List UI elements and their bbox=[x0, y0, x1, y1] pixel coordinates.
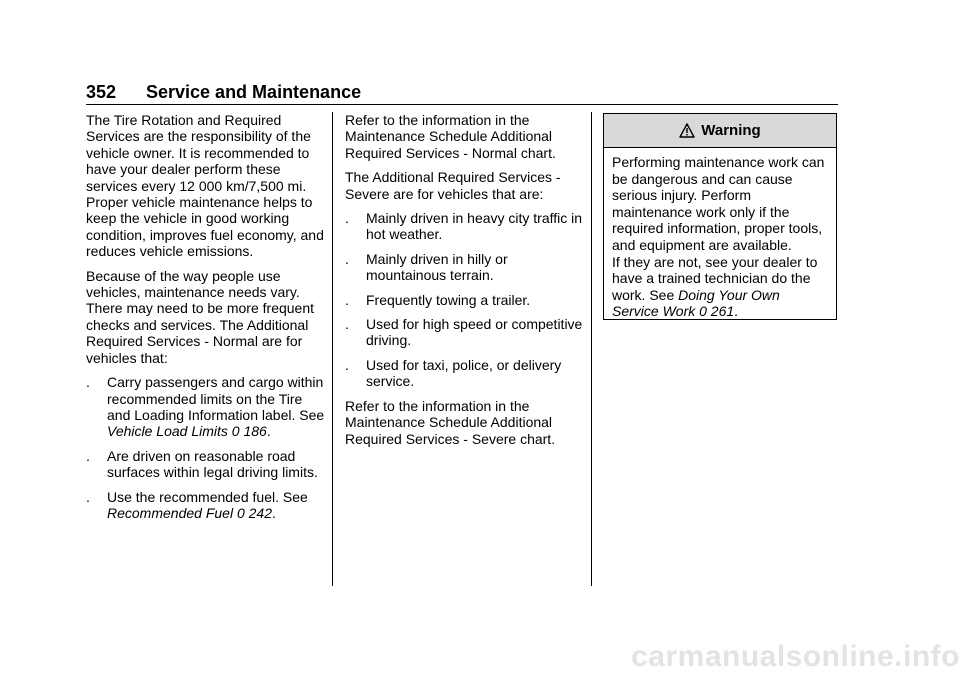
warning-box bbox=[603, 113, 837, 320]
list-item: . Used for taxi, police, or delivery service. bbox=[345, 356, 562, 390]
list-item: . Mainly driven in hilly or mountainous terrain. bbox=[345, 250, 508, 284]
column-divider-1 bbox=[332, 112, 333, 586]
warning-triangle-icon bbox=[679, 123, 695, 138]
page-header bbox=[86, 82, 838, 106]
bullet: . bbox=[345, 250, 349, 267]
list-item: . Frequently towing a trailer. bbox=[345, 291, 531, 308]
cross-reference-link[interactable]: Doing Your Own Service Work 0 261 bbox=[612, 286, 780, 320]
bullet: . bbox=[345, 291, 349, 308]
paragraph: The Additional Required Services - Severe are for vehicles that are: bbox=[345, 169, 561, 202]
list-item: . Used for high speed or competitive driving. bbox=[345, 316, 583, 349]
cross-reference-link[interactable]: Recommended Fuel 0 242 bbox=[107, 504, 272, 521]
list-item: . Use the recommended fuel. See Recommended Fuel 0 242. bbox=[86, 488, 308, 521]
warning-title: Warning bbox=[701, 122, 761, 139]
list-item: . Are driven on reasonable road surfaces within legal driving limits. bbox=[86, 447, 318, 481]
bullet: . bbox=[345, 356, 349, 373]
list-item: . Carry passengers and cargo within recommended limits on the Tire and Loading Information label. See Vehicle Load Limits 0 186. bbox=[86, 374, 325, 440]
column-divider-2 bbox=[591, 112, 592, 586]
column-1 bbox=[86, 112, 326, 529]
severe-service-list bbox=[345, 210, 585, 390]
warning-text: Performing maintenance work can be dangerous and can cause serious injury. Perform maintenance work only if the required information, proper tools, and equipment are available. bbox=[612, 154, 825, 253]
paragraph: Refer to the information in the Maintenance Schedule Additional Required Services - Severe chart. bbox=[345, 397, 556, 447]
paragraph: Because of the way people use vehicles, maintenance needs vary. There may need to be more frequent checks and services. The Additional Required Services - Normal are for vehicles that: bbox=[86, 267, 315, 366]
list-item: . Mainly driven in heavy city traffic in hot weather. bbox=[345, 210, 583, 243]
column-2 bbox=[345, 112, 585, 455]
page-number: 352 bbox=[86, 82, 117, 102]
warning-text: If they are not, see your dealer to have a trained technician do the work. See Doing Your Own Service Work 0 261. bbox=[612, 253, 818, 320]
watermark: carmanualsonline.info bbox=[631, 640, 960, 673]
section-title: Service and Maintenance bbox=[146, 82, 362, 102]
bullet: . bbox=[86, 374, 90, 391]
warning-header bbox=[604, 114, 836, 148]
paragraph: The Tire Rotation and Required Services are the responsibility of the vehicle owner. It is recommended to have your dealer perform these services every 12 000 km/7,500 mi. Proper vehicle maintenance helps to keep the vehicle in good working condition, improves fuel economy, and reduces vehicle emissions. bbox=[86, 112, 324, 260]
normal-service-list bbox=[86, 374, 326, 521]
paragraph: Refer to the information in the Maintenance Schedule Additional Required Services - Normal chart. bbox=[345, 112, 556, 161]
header-divider bbox=[86, 104, 838, 105]
bullet: . bbox=[86, 447, 90, 464]
bullet: . bbox=[345, 316, 349, 333]
warning-body bbox=[604, 148, 836, 326]
bullet: . bbox=[345, 210, 349, 227]
cross-reference-link[interactable]: Vehicle Load Limits 0 186 bbox=[107, 423, 267, 440]
bullet: . bbox=[86, 488, 90, 505]
